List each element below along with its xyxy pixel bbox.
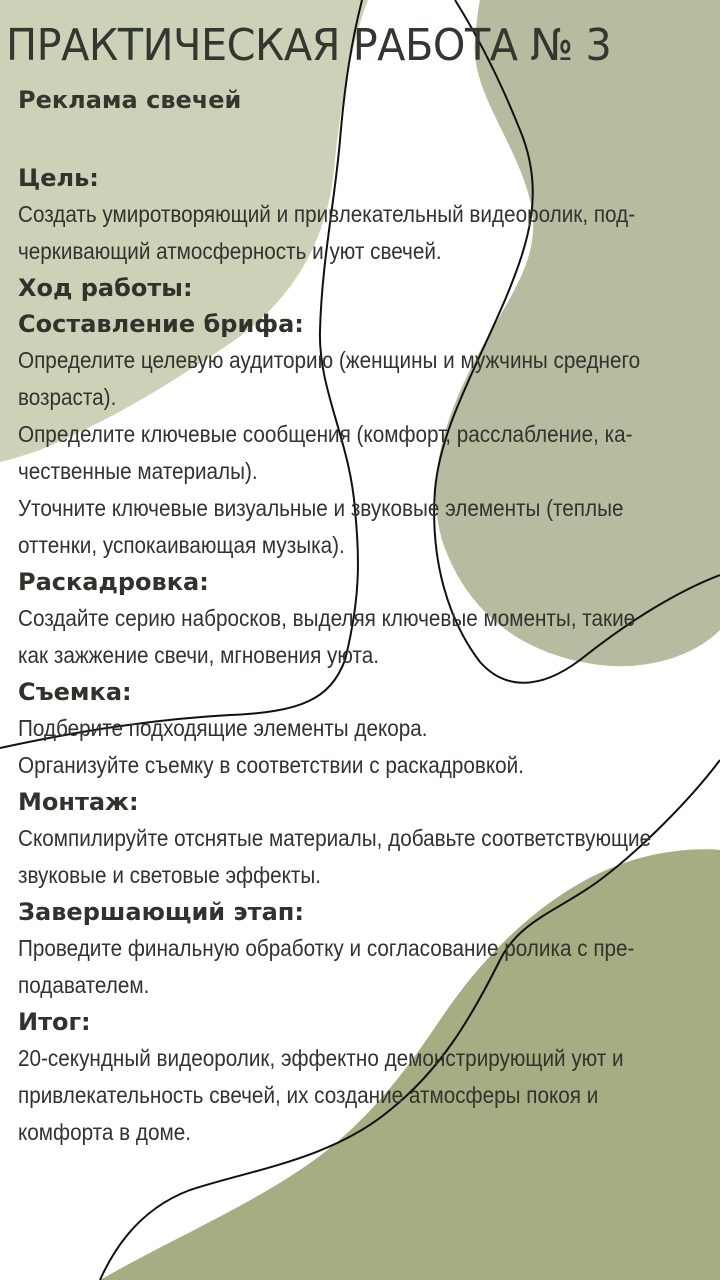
text-line: подавателем.: [18, 972, 150, 998]
section-heading: Составление брифа:: [18, 310, 304, 338]
section-goal: [18, 160, 708, 270]
section-heading: Монтаж:: [18, 788, 139, 816]
section-text: [18, 1040, 639, 1151]
text-line: Скомпилируйте отснятые материалы, добавьте соответствующие: [18, 825, 652, 851]
section-text: [18, 600, 639, 674]
text-line: звуковые и световые эффекты.: [18, 862, 322, 888]
section-shooting: [18, 674, 708, 784]
document-body: [18, 160, 708, 1151]
text-line: оттенки, успокаивающая музыка).: [18, 532, 345, 558]
section-heading: Завершающий этап:: [18, 898, 304, 926]
section-text: [18, 342, 639, 564]
section-text: [18, 710, 639, 784]
section-heading: Итог:: [18, 1008, 91, 1036]
text-line: 20-секундный видеоролик, эффектно демонстрирующий уют и: [18, 1045, 624, 1071]
text-line: чественные материалы).: [18, 458, 258, 484]
section-text: [18, 196, 639, 270]
text-line: Уточните ключевые визуальные и звуковые элементы (теплые: [18, 495, 624, 521]
section-result: [18, 1004, 708, 1151]
text-line: Проведите финальную обработку и согласование ролика с пре-: [18, 935, 635, 961]
text-line: Определите целевую аудиторию (женщины и мужчины среднего: [18, 347, 641, 373]
text-line: как зажжение свечи, мгновения уюта.: [18, 642, 379, 668]
text-line: комфорта в доме.: [18, 1119, 191, 1145]
section-heading: Цель:: [18, 164, 99, 192]
text-line: привлекательность свечей, их создание атмосферы покоя и: [18, 1082, 599, 1108]
text-line: возраста).: [18, 384, 117, 410]
text-line: Создать умиротворяющий и привлекательный видеоролик, под-: [18, 201, 636, 227]
text-line: черкивающий атмосферность и уют свечей.: [18, 238, 442, 264]
text-line: Организуйте съемку в соответствии с раскадровкой.: [18, 752, 524, 778]
section-workflow: [18, 270, 708, 306]
text-line: Определите ключевые сообщения (комфорт, расслабление, ка-: [18, 421, 633, 447]
section-heading: Раскадровка:: [18, 568, 209, 596]
page-title: ПРАКТИЧЕСКАЯ РАБОТА № 3: [6, 20, 612, 71]
section-text: [18, 820, 652, 894]
section-heading: Ход работы:: [18, 274, 193, 302]
section-storyboard: [18, 564, 708, 674]
section-heading: Съемка:: [18, 678, 132, 706]
section-final-stage: [18, 894, 708, 1004]
section-editing: [18, 784, 708, 894]
page-subtitle: Реклама свечей: [18, 86, 242, 114]
text-line: Создайте серию набросков, выделяя ключевые моменты, такие: [18, 605, 636, 631]
section-brief: [18, 306, 708, 564]
section-text: [18, 930, 639, 1004]
text-line: Подберите подходящие элементы декора.: [18, 715, 428, 741]
